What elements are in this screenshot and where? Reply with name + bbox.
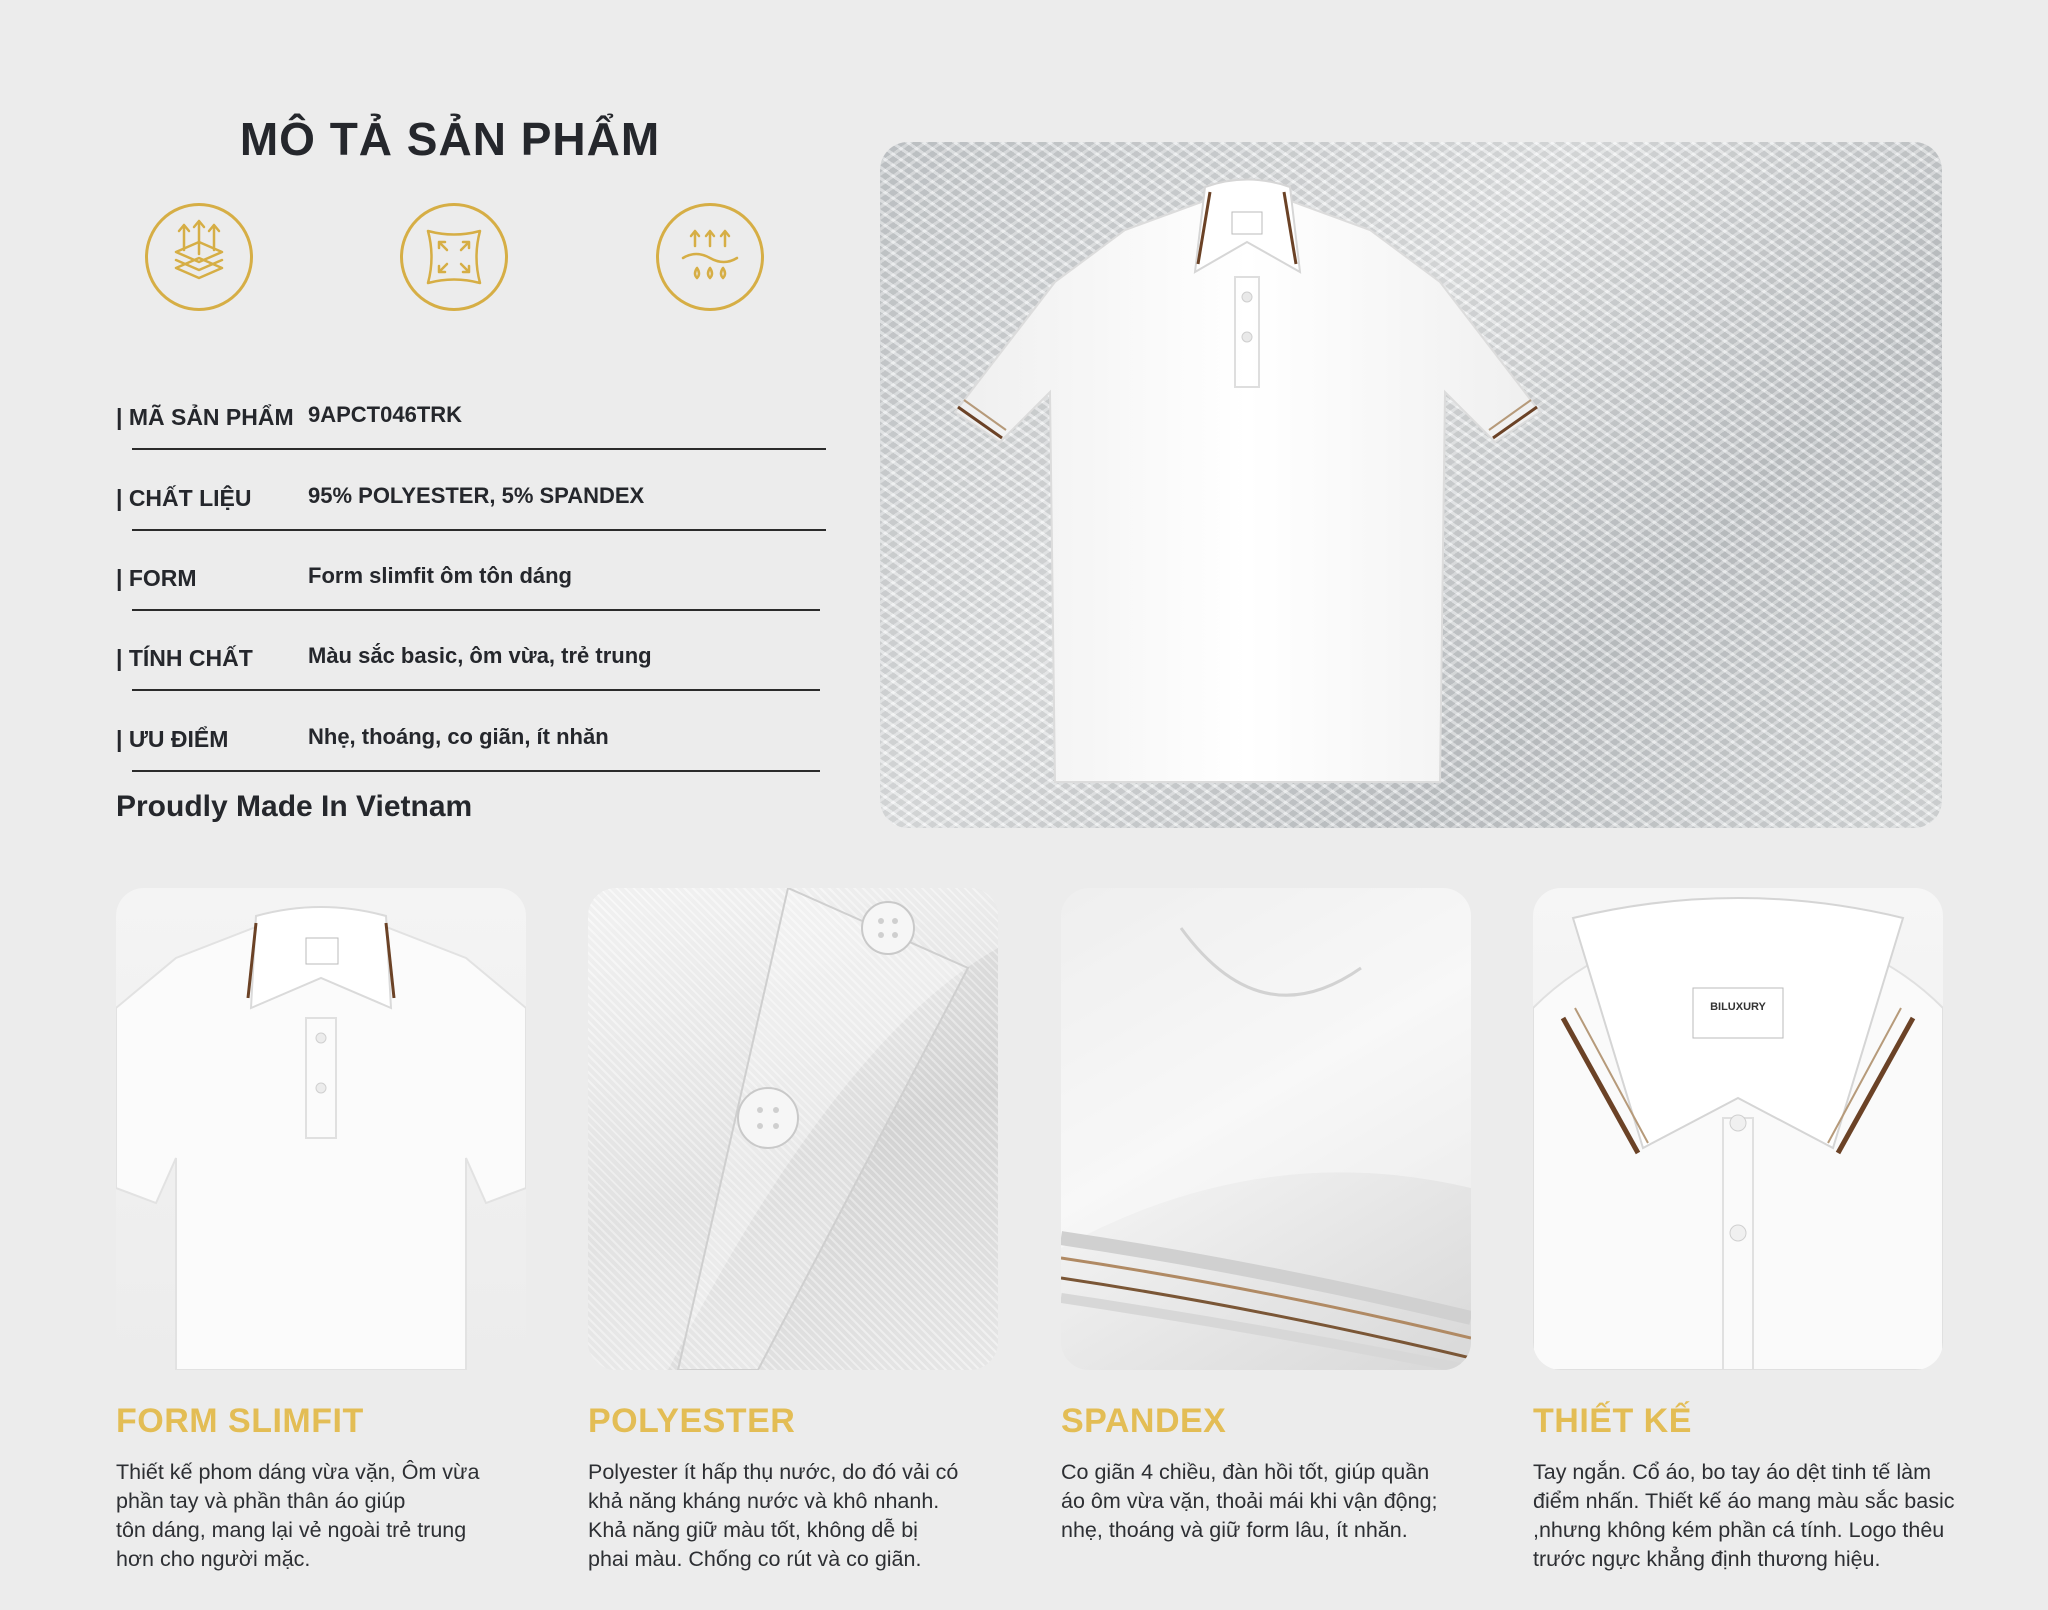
spec-row-product-code [116,378,826,458]
text-line: Khả năng giữ màu tốt, không dễ bị [588,1518,918,1542]
text-line: Co giãn 4 chiều, đàn hồi tốt, giúp quần [1061,1460,1430,1484]
text-line: tôn dáng, mang lại vẻ ngoài trẻ trung [116,1518,467,1542]
divider [132,770,820,772]
spec-label: | ƯU ĐIỂM [116,726,229,752]
spec-row-material [116,459,826,539]
feature-title-design: THIẾT KẾ [1533,1402,1692,1440]
spec-label: | MÃ SẢN PHẨM [116,404,294,430]
text-line: ,nhưng không kém phần cá tính. Logo thêu [1533,1518,1945,1542]
divider [132,448,826,450]
text-line: Polyester ít hấp thụ nước, do đó vải có [588,1460,959,1484]
water-resistant-icon [656,203,764,311]
feature-text-polyester [588,1458,1058,1574]
spec-value: Màu sắc basic, ôm vừa, trẻ trung [308,643,652,668]
polyester-image [588,888,998,1370]
spec-value: Form slimfit ôm tôn dáng [308,563,572,588]
feature-title-polyester: POLYESTER [588,1402,796,1440]
divider [132,689,820,691]
text-line: phần tay và phần thân áo giúp [116,1489,406,1513]
spec-value: Nhẹ, thoáng, co giãn, ít nhăn [308,724,609,749]
spec-row-advantages [116,700,820,780]
divider [132,609,820,611]
spandex-image [1061,888,1471,1370]
text-line: hơn cho người mặc. [116,1547,311,1571]
section-title: MÔ TẢ SẢN PHẨM [239,113,661,165]
made-in-vietnam: Proudly Made In Vietnam [116,790,473,823]
brand-label-text: BILUXURY [1710,1001,1766,1013]
text-line: áo ôm vừa vặn, thoải mái khi vận động; [1061,1489,1438,1513]
slimfit-image [116,888,526,1370]
spec-label: | TÍNH CHẤT [116,645,253,671]
spec-row-form [116,539,820,619]
text-line: Thiết kế phom dáng vừa vặn, Ôm vừa [116,1460,480,1484]
text-line: điểm nhấn. Thiết kế áo mang màu sắc basic [1533,1489,1955,1513]
text-line: khả năng kháng nước và khô nhanh. [588,1489,940,1513]
design-detail-image [1533,888,1943,1370]
feature-text-spandex [1061,1458,1531,1545]
text-line: phai màu. Chống co rút và co giãn. [588,1547,922,1571]
spec-label: | FORM [116,565,197,591]
feature-title-spandex: SPANDEX [1061,1402,1227,1440]
feature-text-design [1533,1458,2033,1574]
feature-text-slimfit [116,1458,586,1574]
spec-value: 95% POLYESTER, 5% SPANDEX [308,483,645,508]
feature-title-slimfit: FORM SLIMFIT [116,1402,364,1440]
text-line: nhẹ, thoáng và giữ form lâu, ít nhăn. [1061,1518,1408,1542]
spec-label: | CHẤT LIỆU [116,485,252,511]
breathable-layers-icon [145,203,253,311]
spec-row-properties [116,619,820,699]
text-line: trước ngực khẳng định thương hiệu. [1533,1547,1881,1571]
stretch-frame-icon [400,203,508,311]
spec-value: 9APCT046TRK [308,402,463,427]
divider [132,529,826,531]
hero-product-image [880,142,1942,828]
text-line: Tay ngắn. Cổ áo, bo tay áo dệt tinh tế làm [1533,1460,1932,1484]
